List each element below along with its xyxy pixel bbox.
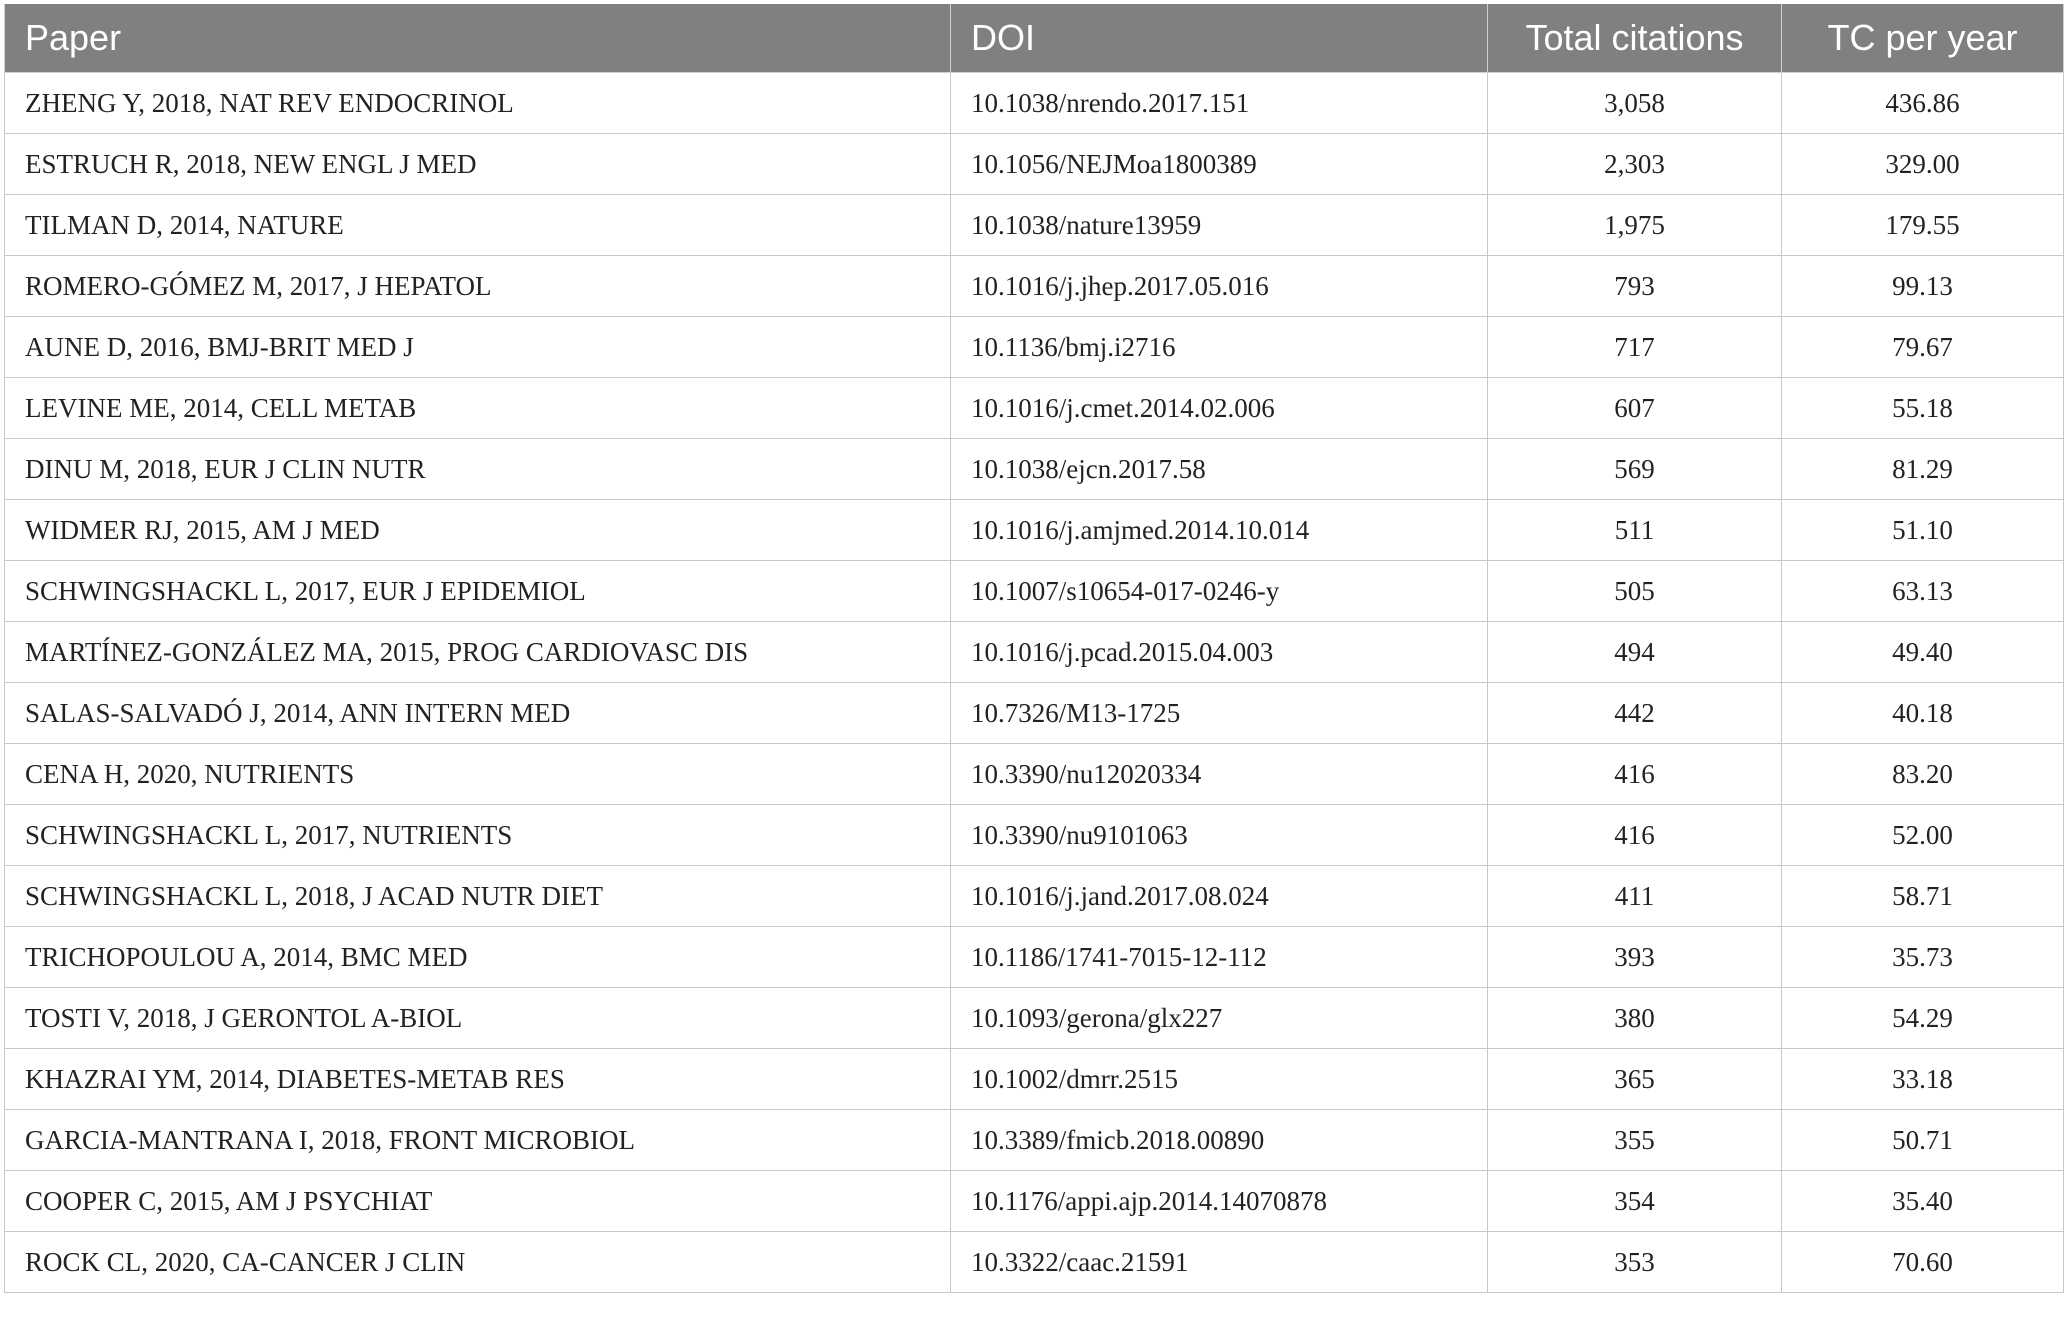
table-row	[5, 1110, 2064, 1171]
table-row	[5, 134, 2064, 195]
cell-total-citations: 393	[1488, 927, 1782, 988]
cell-tc-per-year: 35.40	[1782, 1171, 2064, 1232]
cell-paper: TILMAN D, 2014, NATURE	[5, 195, 951, 256]
cell-tc-per-year: 52.00	[1782, 805, 2064, 866]
cell-paper: MARTÍNEZ-GONZÁLEZ MA, 2015, PROG CARDIOVASC DIS	[5, 622, 951, 683]
table-row	[5, 622, 2064, 683]
cell-paper: CENA H, 2020, NUTRIENTS	[5, 744, 951, 805]
cell-doi: 10.3389/fmicb.2018.00890	[951, 1110, 1488, 1171]
cell-paper: SALAS-SALVADÓ J, 2014, ANN INTERN MED	[5, 683, 951, 744]
column-header-tc-per-year[interactable]: TC per year	[1782, 4, 2064, 73]
cell-paper: KHAZRAI YM, 2014, DIABETES-METAB RES	[5, 1049, 951, 1110]
cell-paper: TOSTI V, 2018, J GERONTOL A-BIOL	[5, 988, 951, 1049]
cell-tc-per-year: 83.20	[1782, 744, 2064, 805]
cell-tc-per-year: 179.55	[1782, 195, 2064, 256]
cell-tc-per-year: 49.40	[1782, 622, 2064, 683]
cell-total-citations: 365	[1488, 1049, 1782, 1110]
cell-total-citations: 494	[1488, 622, 1782, 683]
cell-tc-per-year: 81.29	[1782, 439, 2064, 500]
table-row	[5, 866, 2064, 927]
cell-tc-per-year: 63.13	[1782, 561, 2064, 622]
cell-doi: 10.1038/ejcn.2017.58	[951, 439, 1488, 500]
cell-doi: 10.1136/bmj.i2716	[951, 317, 1488, 378]
table-row	[5, 1049, 2064, 1110]
cell-tc-per-year: 99.13	[1782, 256, 2064, 317]
cell-doi: 10.1038/nature13959	[951, 195, 1488, 256]
cell-doi: 10.3390/nu9101063	[951, 805, 1488, 866]
cell-tc-per-year: 70.60	[1782, 1232, 2064, 1293]
cell-paper: WIDMER RJ, 2015, AM J MED	[5, 500, 951, 561]
column-header-paper[interactable]: Paper	[5, 4, 951, 73]
cell-doi: 10.1176/appi.ajp.2014.14070878	[951, 1171, 1488, 1232]
cell-total-citations: 569	[1488, 439, 1782, 500]
cell-total-citations: 442	[1488, 683, 1782, 744]
table-row	[5, 439, 2064, 500]
cell-total-citations: 1,975	[1488, 195, 1782, 256]
cell-doi: 10.1002/dmrr.2515	[951, 1049, 1488, 1110]
table-row	[5, 561, 2064, 622]
cell-tc-per-year: 54.29	[1782, 988, 2064, 1049]
cell-total-citations: 416	[1488, 805, 1782, 866]
column-header-total-citations[interactable]: Total citations	[1488, 4, 1782, 73]
cell-doi: 10.3322/caac.21591	[951, 1232, 1488, 1293]
cell-doi: 10.1186/1741-7015-12-112	[951, 927, 1488, 988]
cell-total-citations: 717	[1488, 317, 1782, 378]
cell-paper: GARCIA-MANTRANA I, 2018, FRONT MICROBIOL	[5, 1110, 951, 1171]
cell-doi: 10.1016/j.pcad.2015.04.003	[951, 622, 1488, 683]
table-row	[5, 500, 2064, 561]
table-body	[5, 73, 2064, 1293]
table-row	[5, 1232, 2064, 1293]
column-header-doi[interactable]: DOI	[951, 4, 1488, 73]
cell-tc-per-year: 33.18	[1782, 1049, 2064, 1110]
cell-total-citations: 416	[1488, 744, 1782, 805]
cell-paper: SCHWINGSHACKL L, 2018, J ACAD NUTR DIET	[5, 866, 951, 927]
cell-tc-per-year: 50.71	[1782, 1110, 2064, 1171]
cell-tc-per-year: 436.86	[1782, 73, 2064, 134]
cell-total-citations: 3,058	[1488, 73, 1782, 134]
cell-doi: 10.7326/M13-1725	[951, 683, 1488, 744]
cell-doi: 10.1007/s10654-017-0246-y	[951, 561, 1488, 622]
cell-doi: 10.1016/j.jhep.2017.05.016	[951, 256, 1488, 317]
cell-paper: DINU M, 2018, EUR J CLIN NUTR	[5, 439, 951, 500]
cell-total-citations: 380	[1488, 988, 1782, 1049]
table-row	[5, 73, 2064, 134]
cell-doi: 10.1016/j.cmet.2014.02.006	[951, 378, 1488, 439]
table-row	[5, 195, 2064, 256]
cell-total-citations: 411	[1488, 866, 1782, 927]
table-row	[5, 683, 2064, 744]
table-row	[5, 317, 2064, 378]
cell-paper: ROCK CL, 2020, CA-CANCER J CLIN	[5, 1232, 951, 1293]
cell-total-citations: 511	[1488, 500, 1782, 561]
cell-tc-per-year: 58.71	[1782, 866, 2064, 927]
table-header	[5, 4, 2064, 73]
table-row	[5, 805, 2064, 866]
cell-total-citations: 2,303	[1488, 134, 1782, 195]
cell-tc-per-year: 79.67	[1782, 317, 2064, 378]
cell-paper: SCHWINGSHACKL L, 2017, EUR J EPIDEMIOL	[5, 561, 951, 622]
cell-doi: 10.3390/nu12020334	[951, 744, 1488, 805]
cell-doi: 10.1038/nrendo.2017.151	[951, 73, 1488, 134]
cell-tc-per-year: 40.18	[1782, 683, 2064, 744]
cell-paper: ZHENG Y, 2018, NAT REV ENDOCRINOL	[5, 73, 951, 134]
cell-tc-per-year: 51.10	[1782, 500, 2064, 561]
cell-total-citations: 355	[1488, 1110, 1782, 1171]
cell-total-citations: 505	[1488, 561, 1782, 622]
cell-paper: COOPER C, 2015, AM J PSYCHIAT	[5, 1171, 951, 1232]
cell-paper: AUNE D, 2016, BMJ-BRIT MED J	[5, 317, 951, 378]
cell-doi: 10.1093/gerona/glx227	[951, 988, 1488, 1049]
citations-table	[4, 4, 2064, 1293]
table-row	[5, 988, 2064, 1049]
cell-paper: SCHWINGSHACKL L, 2017, NUTRIENTS	[5, 805, 951, 866]
cell-doi: 10.1016/j.jand.2017.08.024	[951, 866, 1488, 927]
cell-tc-per-year: 35.73	[1782, 927, 2064, 988]
cell-paper: ROMERO-GÓMEZ M, 2017, J HEPATOL	[5, 256, 951, 317]
cell-tc-per-year: 329.00	[1782, 134, 2064, 195]
cell-total-citations: 793	[1488, 256, 1782, 317]
table-row	[5, 378, 2064, 439]
cell-doi: 10.1056/NEJMoa1800389	[951, 134, 1488, 195]
cell-doi: 10.1016/j.amjmed.2014.10.014	[951, 500, 1488, 561]
cell-tc-per-year: 55.18	[1782, 378, 2064, 439]
cell-paper: ESTRUCH R, 2018, NEW ENGL J MED	[5, 134, 951, 195]
cell-total-citations: 353	[1488, 1232, 1782, 1293]
cell-paper: TRICHOPOULOU A, 2014, BMC MED	[5, 927, 951, 988]
table-row	[5, 256, 2064, 317]
citations-table-container	[4, 4, 2063, 1293]
header-row	[5, 4, 2064, 73]
table-row	[5, 1171, 2064, 1232]
cell-total-citations: 607	[1488, 378, 1782, 439]
cell-total-citations: 354	[1488, 1171, 1782, 1232]
table-row	[5, 927, 2064, 988]
table-row	[5, 744, 2064, 805]
cell-paper: LEVINE ME, 2014, CELL METAB	[5, 378, 951, 439]
